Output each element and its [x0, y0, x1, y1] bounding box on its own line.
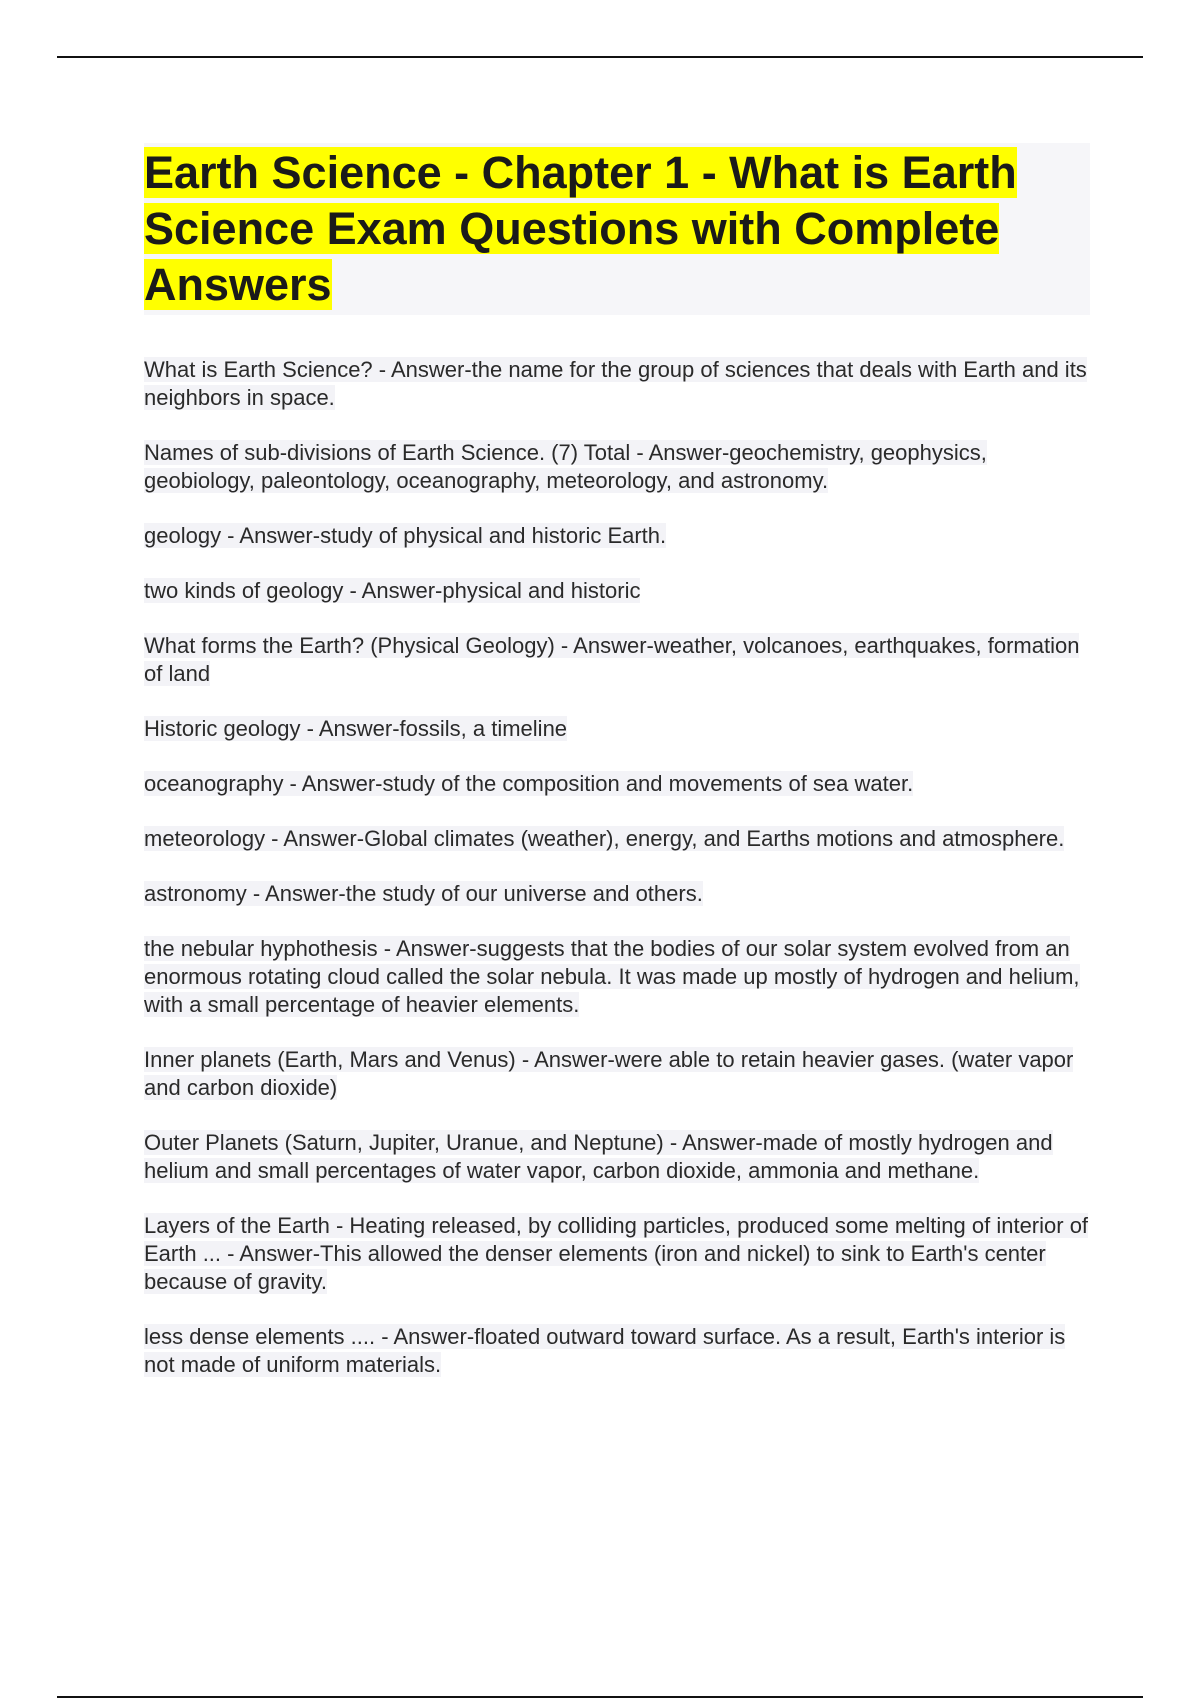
- qa-item-text: Names of sub-divisions of Earth Science. (7) Total - Answer-geochemistry, geophysics, geobiology, paleontology, oceanography, meteorology, and astronomy.: [144, 440, 987, 493]
- qa-item: [144, 632, 1090, 688]
- qa-item-text: Historic geology - Answer-fossils, a timeline: [144, 716, 568, 741]
- qa-item: [144, 1212, 1090, 1296]
- title-block: [144, 143, 1090, 315]
- qa-item-text: less dense elements .... - Answer-floated outward toward surface. As a result, Earth's interior is not made of uniform materials.: [144, 1324, 1066, 1377]
- qa-item: [144, 356, 1090, 412]
- document-body: [144, 143, 1090, 1406]
- qa-item: [144, 522, 1090, 550]
- qa-list: [144, 356, 1090, 1379]
- page-title-text: Earth Science - Chapter 1 - What is Earth Science Exam Questions with Complete Answers: [144, 147, 1017, 310]
- qa-item-text: the nebular hyphothesis - Answer-suggests that the bodies of our solar system evolved from an enormous rotating cloud called the solar nebula. It was made up mostly of hydrogen and helium, with a small percentage of heavier elements.: [144, 936, 1080, 1017]
- qa-item: [144, 880, 1090, 908]
- qa-item: [144, 1129, 1090, 1185]
- qa-item-text: Outer Planets (Saturn, Jupiter, Uranue, and Neptune) - Answer-made of mostly hydrogen and helium and small percentages of water vapor, carbon dioxide, ammonia and methane.: [144, 1130, 1053, 1183]
- qa-item-text: What is Earth Science? - Answer-the name for the group of sciences that deals with Earth and its neighbors in space.: [144, 357, 1087, 410]
- qa-item-text: Layers of the Earth - Heating released, by colliding particles, produced some melting of interior of Earth ... - Answer-This allowed the denser elements (iron and nickel) to sink to Earth's center because of gravity.: [144, 1213, 1089, 1294]
- qa-item-text: Inner planets (Earth, Mars and Venus) - Answer-were able to retain heavier gases. (water vapor and carbon dioxide): [144, 1047, 1074, 1100]
- qa-item: [144, 1323, 1090, 1379]
- qa-item: [144, 439, 1090, 495]
- qa-item: [144, 825, 1090, 853]
- qa-item: [144, 715, 1090, 743]
- qa-item: [144, 935, 1090, 1019]
- qa-item-text: geology - Answer-study of physical and historic Earth.: [144, 523, 667, 548]
- qa-item-text: astronomy - Answer-the study of our universe and others.: [144, 881, 703, 906]
- qa-item-text: oceanography - Answer-study of the composition and movements of sea water.: [144, 771, 914, 796]
- qa-item: [144, 1046, 1090, 1102]
- qa-item-text: meteorology - Answer-Global climates (weather), energy, and Earths motions and atmosphere.: [144, 826, 1065, 851]
- top-divider: [57, 56, 1143, 58]
- qa-item: [144, 770, 1090, 798]
- bottom-divider: [57, 1696, 1143, 1698]
- qa-item: [144, 577, 1090, 605]
- qa-item-text: What forms the Earth? (Physical Geology) - Answer-weather, volcanoes, earthquakes, formation of land: [144, 633, 1080, 686]
- page-title: [144, 145, 1090, 313]
- qa-item-text: two kinds of geology - Answer-physical and historic: [144, 578, 641, 603]
